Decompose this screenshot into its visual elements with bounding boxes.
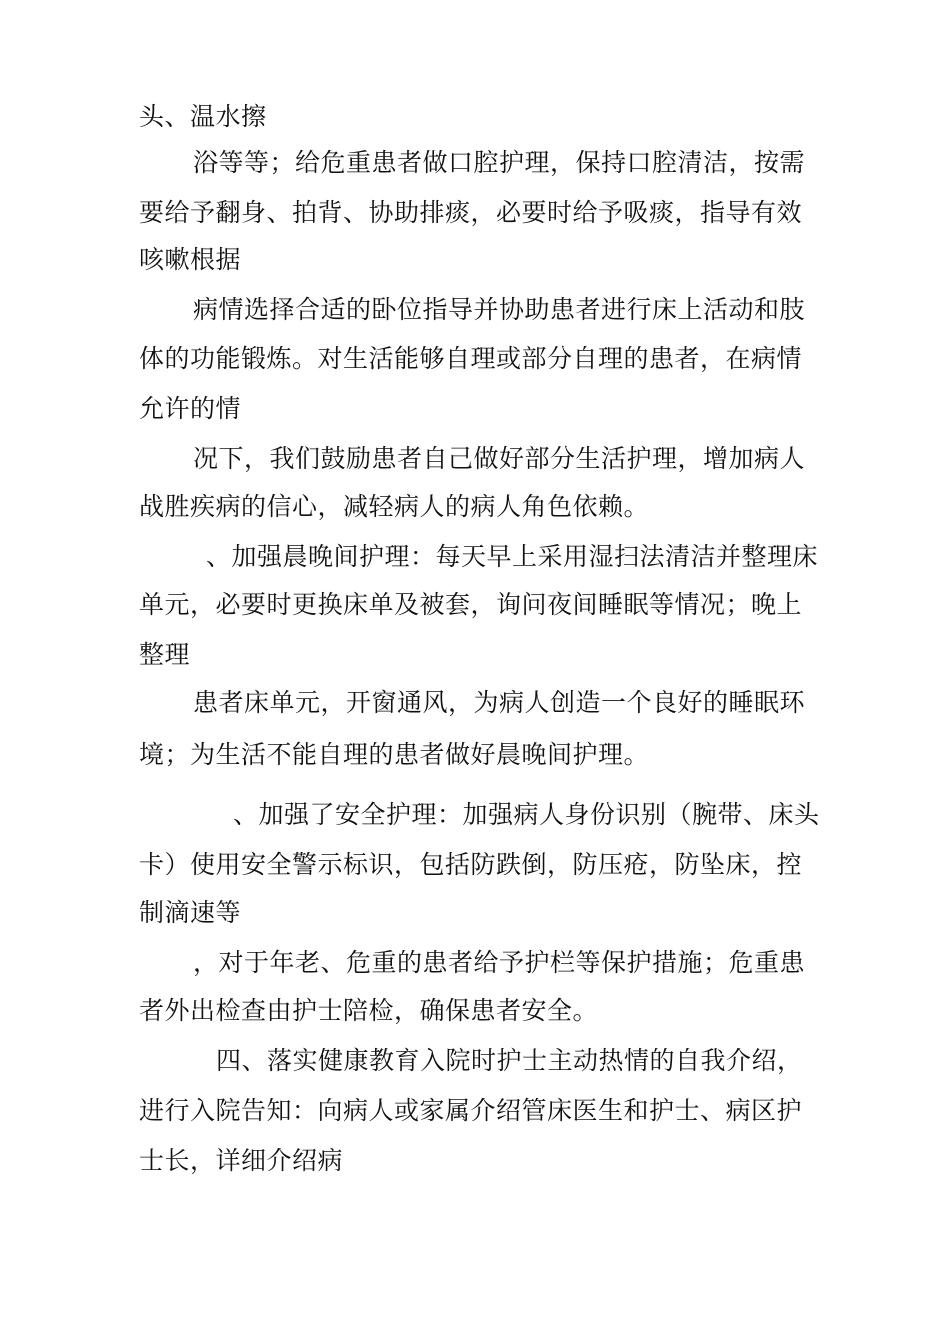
text-line: 士长，详细介绍病 (139, 1146, 344, 1175)
text-line: 允许的情 (139, 394, 242, 423)
text-line: 制滴速等 (139, 898, 242, 927)
text-line: 体的功能锻炼。对生活能够自理或部分自理的患者，在病情 (139, 344, 803, 373)
text-line: 头、温水擦 (139, 102, 267, 131)
text-line: 况下，我们鼓励患者自己做好部分生活护理，增加病人 (193, 444, 806, 473)
text-line: 、加强了安全护理：加强病人身份识别（腕带、床头 (233, 800, 820, 829)
text-line: 卡）使用安全警示标识，包括防跌倒，防压疮，防坠床，控 (139, 850, 803, 879)
text-line: 四、落实健康教育入院时护士主动热情的自我介绍， (216, 1046, 803, 1075)
text-line: 、加强晨晚间护理：每天早上采用湿扫法清洁并整理床 (206, 542, 819, 571)
text-line: 战胜疾病的信心，减轻病人的病人角色依赖。 (139, 492, 650, 521)
text-line: 浴等等；给危重患者做口腔护理，保持口腔清洁，按需 (193, 148, 806, 177)
text-line: 病情选择合适的卧位指导并协助患者进行床上活动和肢 (193, 295, 806, 324)
text-line: 咳嗽根据 (139, 245, 242, 274)
text-line: 要给予翻身、拍背、协助排痰，必要时给予吸痰，指导有效 (139, 198, 803, 227)
text-line: 境；为生活不能自理的患者做好晨晚间护理。 (139, 740, 650, 769)
text-line: 单元，必要时更换床单及被套，询问夜间睡眠等情况；晚上 (139, 590, 803, 619)
text-line: 进行入院告知：向病人或家属介绍管床医生和护士、病区护 (139, 1096, 803, 1125)
text-line: 患者床单元，开窗通风，为病人创造一个良好的睡眠环 (193, 688, 806, 717)
text-line: ，对于年老、危重的患者给予护栏等保护措施；危重患 (193, 948, 806, 977)
text-line: 者外出检查由护士陪检，确保患者安全。 (139, 996, 599, 1025)
text-line: 整理 (139, 640, 191, 669)
